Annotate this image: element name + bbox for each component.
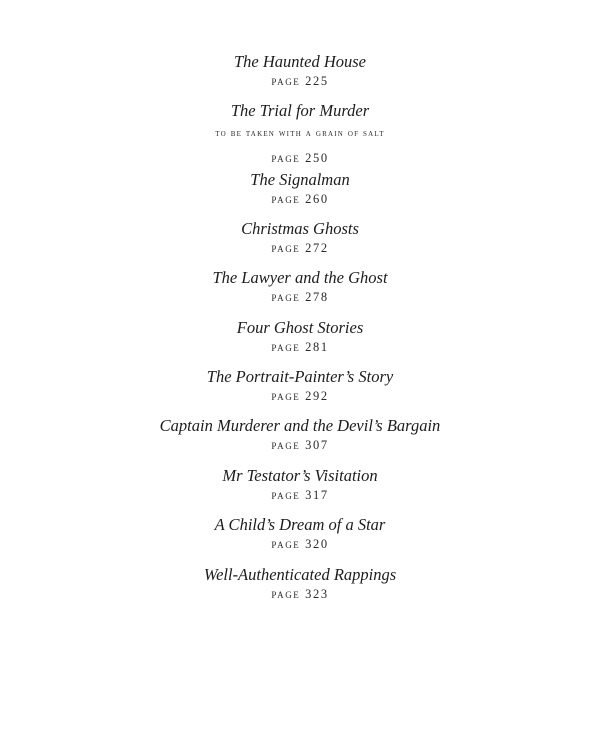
entry-page-number: page 317 <box>271 488 329 502</box>
entry-title: The Trial for Murder <box>230 101 370 120</box>
contents-entry-haunted-house <box>0 52 600 88</box>
entry-page-number: page 260 <box>271 192 329 206</box>
entry-page-number: page 250 <box>271 151 329 165</box>
entry-title: Well-Authenticated Rappings <box>203 565 397 584</box>
contents-entry-childs-dream-of-a-star <box>0 515 600 551</box>
entry-page-number: page 281 <box>271 340 329 354</box>
contents-entry-christmas-ghosts <box>0 219 600 255</box>
entry-page-number: page 272 <box>271 241 329 255</box>
entry-title: Four Ghost Stories <box>236 318 364 337</box>
entry-subtitle: to be taken with a grain of salt <box>215 128 385 139</box>
contents-entry-portrait-painters-story <box>0 367 600 403</box>
entry-page-number: page 278 <box>271 290 329 304</box>
entry-title: Christmas Ghosts <box>241 219 359 238</box>
entry-title: The Portrait-Painter’s Story <box>206 367 394 386</box>
contents-entry-captain-murderer <box>0 416 600 452</box>
contents-entry-four-ghost-stories <box>0 318 600 354</box>
entry-title: The Signalman <box>250 170 350 189</box>
entry-page-number: page 307 <box>271 438 329 452</box>
contents-entry-well-authenticated-rappings <box>0 565 600 601</box>
entry-page-number: page 320 <box>271 537 329 551</box>
contents-entry-signalman <box>0 170 600 206</box>
entry-title: Captain Murderer and the Devil’s Bargain <box>159 416 441 435</box>
contents-entry-lawyer-and-ghost <box>0 268 600 304</box>
entry-page-number: page 225 <box>271 74 329 88</box>
entry-page-number: page 292 <box>271 389 329 403</box>
entry-title: The Lawyer and the Ghost <box>212 268 388 287</box>
entry-page-number: page 323 <box>271 587 329 601</box>
entry-title: A Child’s Dream of a Star <box>214 515 386 534</box>
contents-entry-mr-testators-visitation <box>0 466 600 502</box>
entry-title: Mr Testator’s Visitation <box>222 466 378 485</box>
entry-title: The Haunted House <box>234 52 366 71</box>
contents-entry-trial-for-murder <box>0 101 600 165</box>
